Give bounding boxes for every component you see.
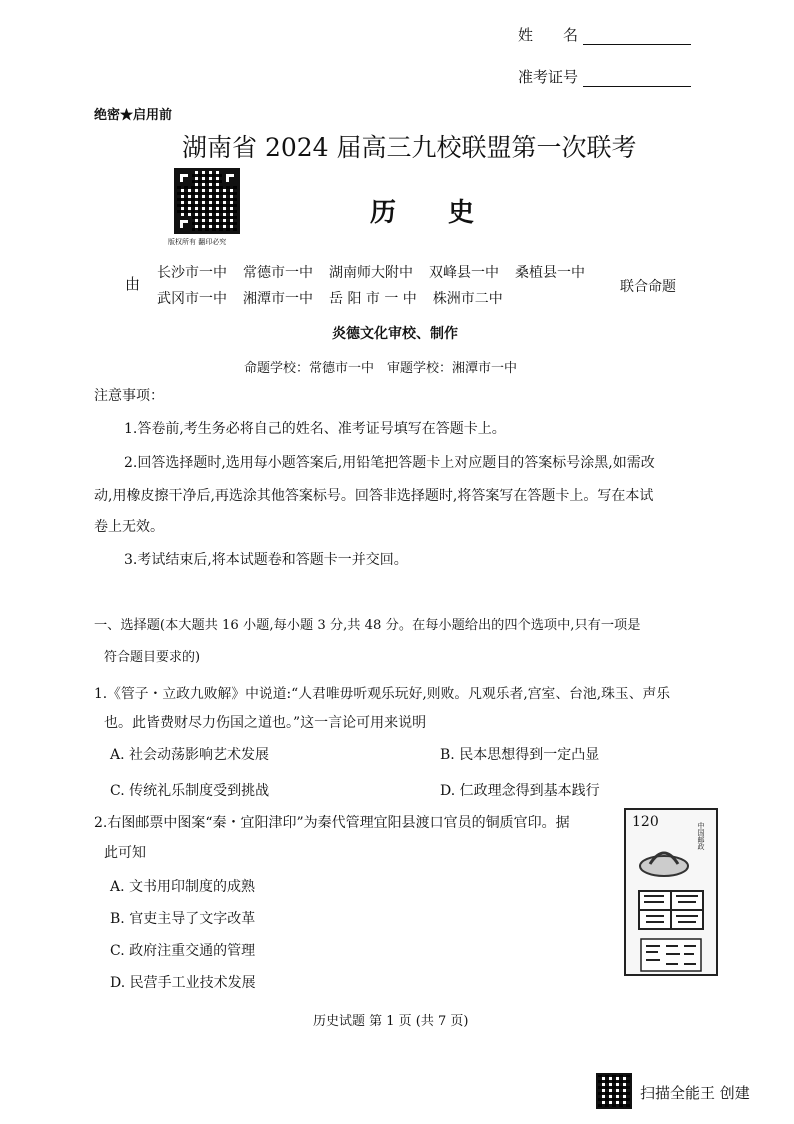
seal-knob-icon <box>636 844 692 878</box>
organizer-row-1 <box>157 262 585 282</box>
school-item: 双峰县一中 <box>429 265 499 281</box>
exam-id-label: 准考证号 <box>518 68 579 86</box>
q1-stem-line-1: 1.《管子・立政九败解》中说道:“人君唯毋听观乐玩好,则败。凡观乐者,宫室、台池,珠玉、声乐 <box>94 686 671 702</box>
name-label: 姓 名 <box>518 26 579 44</box>
maker-line: 炎德文化审校、制作 <box>332 326 458 342</box>
seal-inscription-icon <box>640 938 702 972</box>
seal-stamp-image <box>624 808 718 976</box>
school-item: 湖南师大附中 <box>329 265 413 281</box>
q2-option-b: B. 官吏主导了文字改革 <box>110 911 256 927</box>
notice-item: 2.回答选择题时,选用每小题答案后,用铅笔把答题卡上对应题目的答案标号涂黑,如需改 <box>124 455 655 471</box>
section-heading-line-1: 一、选择题(本大题共 16 小题,每小题 3 分,共 48 分。在每小题给出的四个选项中,只有一项是 <box>94 618 641 633</box>
qr-code-icon <box>174 168 240 234</box>
school-item: 常德市一中 <box>243 265 313 281</box>
exam-id-blank <box>583 68 691 87</box>
notice-title: 注意事项： <box>94 388 164 404</box>
notice-item: 1.答卷前,考生务必将自己的姓名、准考证号填写在答题卡上。 <box>124 421 506 437</box>
q2-option-a: A. 文书用印制度的成熟 <box>110 879 256 895</box>
school-item: 长沙市一中 <box>157 265 227 281</box>
exam-title: 湖南省 2024 届高三九校联盟第一次联考 <box>182 133 637 162</box>
stamp-country: 中国邮政 <box>697 822 705 850</box>
qr-caption: 版权所有 翻印必究 <box>168 238 227 246</box>
secret-mark: 绝密★启用前 <box>94 108 173 123</box>
organizer-prefix: 由 <box>125 275 141 293</box>
scanner-qr-icon <box>596 1073 632 1109</box>
school-item: 湘潭市一中 <box>243 291 313 307</box>
notice-item: 动,用橡皮擦干净后,再选涂其他答案标号。回答非选择题时,将答案写在答题卡上。写在本试 <box>94 488 654 504</box>
page-footer: 历史试题 第 1 页 (共 7 页) <box>313 1014 469 1029</box>
name-field <box>518 24 691 45</box>
scanner-watermark: 扫描全能王 创建 <box>640 1084 750 1102</box>
school-item: 岳 阳 市 一 中 <box>329 291 417 307</box>
notice-item: 3.考试结束后,将本试题卷和答题卡一并交回。 <box>124 552 408 568</box>
q1-option-b: B. 民本思想得到一定凸显 <box>440 747 600 763</box>
schools-line: 命题学校：常德市一中 审题学校：湘潭市一中 <box>244 361 518 376</box>
name-blank <box>583 26 691 45</box>
stamp-value: 120 <box>632 814 659 830</box>
q2-stem-line-2: 此可知 <box>104 845 146 861</box>
subject-title: 历 史 <box>370 198 475 228</box>
organizer-suffix: 联合命题 <box>620 279 676 295</box>
seal-impression-icon <box>638 890 704 930</box>
organizer-row-2 <box>157 288 503 308</box>
q1-option-c: C. 传统礼乐制度受到挑战 <box>110 783 270 799</box>
exam-id-field <box>518 66 691 87</box>
q1-options <box>110 744 740 800</box>
q2-stem-line-1: 2.右图邮票中图案“秦・宜阳津印”为秦代管理宜阳县渡口官员的铜质官印。据 <box>94 815 570 831</box>
q2-option-d: D. 民营手工业技术发展 <box>110 975 256 991</box>
q1-stem-line-2: 也。此皆费财尽力伤国之道也。”这一言论可用来说明 <box>104 715 427 731</box>
school-item: 桑植县一中 <box>515 265 585 281</box>
q1-option-a: A. 社会动荡影响艺术发展 <box>110 747 270 763</box>
section-heading-line-2: 符合题目要求的) <box>104 650 201 665</box>
school-item: 株洲市二中 <box>432 291 503 307</box>
notice-item: 卷上无效。 <box>94 519 164 535</box>
q2-option-c: C. 政府注重交通的管理 <box>110 943 256 959</box>
school-item: 武冈市一中 <box>157 291 227 307</box>
q1-option-d: D. 仁政理念得到基本践行 <box>440 783 600 799</box>
